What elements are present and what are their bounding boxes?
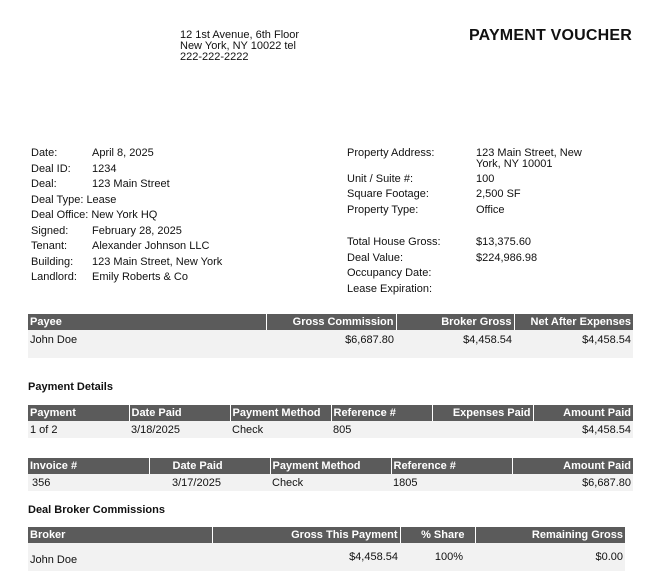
payment-details-title: Payment Details <box>28 381 113 393</box>
date-value: April 8, 2025 <box>92 147 154 159</box>
column-header: Broker <box>28 527 212 543</box>
property-type-value: Office <box>476 204 505 216</box>
table-cell: 1805 <box>391 474 512 491</box>
column-header: Invoice # <box>28 458 149 474</box>
landlord-label: Landlord: <box>31 271 77 283</box>
deal-type: Deal Type: Lease <box>31 194 117 206</box>
table-cell: 1 of 2 <box>28 421 129 438</box>
deal-value: 123 Main Street <box>92 178 170 190</box>
sqft-value: 2,500 SF <box>476 188 521 200</box>
column-header: % Share <box>400 527 475 543</box>
column-header: Gross Commission <box>266 314 396 330</box>
signed-value: February 28, 2025 <box>92 225 182 237</box>
deal-id-label: Deal ID: <box>31 163 71 175</box>
column-header: Reference # <box>391 458 512 474</box>
table-cell: Check <box>230 421 331 438</box>
lease-expiration-label: Lease Expiration: <box>347 283 432 295</box>
table-cell: John Doe <box>28 543 212 571</box>
table-cell: 3/18/2025 <box>129 421 230 438</box>
table-cell: 3/17/2025 <box>149 474 270 491</box>
column-header: Net After Expenses <box>514 314 633 330</box>
house-gross-label: Total House Gross: <box>347 236 441 248</box>
table-cell <box>432 421 533 438</box>
column-header: Remaining Gross <box>475 527 625 543</box>
column-header: Payment Method <box>270 458 391 474</box>
deal-value-amount: $224,986.98 <box>476 252 538 264</box>
table-cell: $4,458.54 <box>212 543 400 571</box>
deal-id-value: 1234 <box>92 163 117 175</box>
column-header: Payment <box>28 405 129 421</box>
property-address-line-1: 123 Main Street, New <box>476 147 582 159</box>
payee-table <box>28 314 633 358</box>
property-address-line-2: York, NY 10001 <box>476 158 553 170</box>
table-header-row <box>28 405 633 421</box>
table-cell: 805 <box>331 421 432 438</box>
landlord-value: Emily Roberts & Co <box>92 271 188 283</box>
unit-label: Unit / Suite #: <box>347 173 414 185</box>
column-header: Date Paid <box>129 405 230 421</box>
table-row <box>28 421 633 438</box>
sqft-label: Square Footage: <box>347 188 429 200</box>
deal-office: Deal Office: New York HQ <box>31 209 158 221</box>
building-label: Building: <box>31 256 74 268</box>
table-header-row <box>28 314 633 330</box>
broker-commissions-title: Deal Broker Commissions <box>28 504 165 516</box>
signed-label: Signed: <box>31 225 69 237</box>
occupancy-date-label: Occupancy Date: <box>347 267 432 279</box>
tenant-label: Tenant: <box>31 240 68 252</box>
invoice-table <box>28 458 633 491</box>
broker-table <box>28 527 625 571</box>
address-line-3: 222-222-2222 <box>180 51 249 63</box>
house-gross-value: $13,375.60 <box>476 236 532 248</box>
table-row <box>28 543 625 571</box>
table-row <box>28 474 633 491</box>
column-header: Reference # <box>331 405 432 421</box>
date-label: Date: <box>31 147 58 159</box>
property-type-label: Property Type: <box>347 204 419 216</box>
column-header: Amount Paid <box>533 405 633 421</box>
table-header-row <box>28 527 625 543</box>
payment-table <box>28 405 633 438</box>
table-cell: $0.00 <box>475 543 625 571</box>
table-cell: 356 <box>28 474 149 491</box>
table-cell: $4,458.54 <box>396 330 514 358</box>
column-header: Amount Paid <box>512 458 633 474</box>
column-header: Payee <box>28 314 266 330</box>
table-cell: $4,458.54 <box>514 330 633 358</box>
building-value: 123 Main Street, New York <box>92 256 223 268</box>
column-header: Expenses Paid <box>432 405 533 421</box>
deal-value-label: Deal Value: <box>347 252 404 264</box>
table-cell: John Doe <box>28 330 266 358</box>
table-header-row <box>28 458 633 474</box>
column-header: Broker Gross <box>396 314 514 330</box>
company-address <box>180 30 299 63</box>
column-header: Date Paid <box>149 458 270 474</box>
column-header: Payment Method <box>230 405 331 421</box>
table-cell: Check <box>270 474 391 491</box>
property-address-label: Property Address: <box>347 147 435 159</box>
unit-value: 100 <box>476 173 495 185</box>
tenant-value: Alexander Johnson LLC <box>92 240 210 252</box>
table-cell: $6,687.80 <box>512 474 633 491</box>
address-line-1: 12 1st Avenue, 6th Floor <box>180 29 300 41</box>
address-line-2: New York, NY 10022 tel <box>180 40 296 52</box>
table-row <box>28 330 633 358</box>
table-cell: $6,687.80 <box>266 330 396 358</box>
column-header: Gross This Payment <box>212 527 400 543</box>
table-cell: $4,458.54 <box>533 421 633 438</box>
table-cell: 100% <box>400 543 475 571</box>
page-title: PAYMENT VOUCHER <box>468 27 632 44</box>
deal-label: Deal: <box>31 178 57 190</box>
